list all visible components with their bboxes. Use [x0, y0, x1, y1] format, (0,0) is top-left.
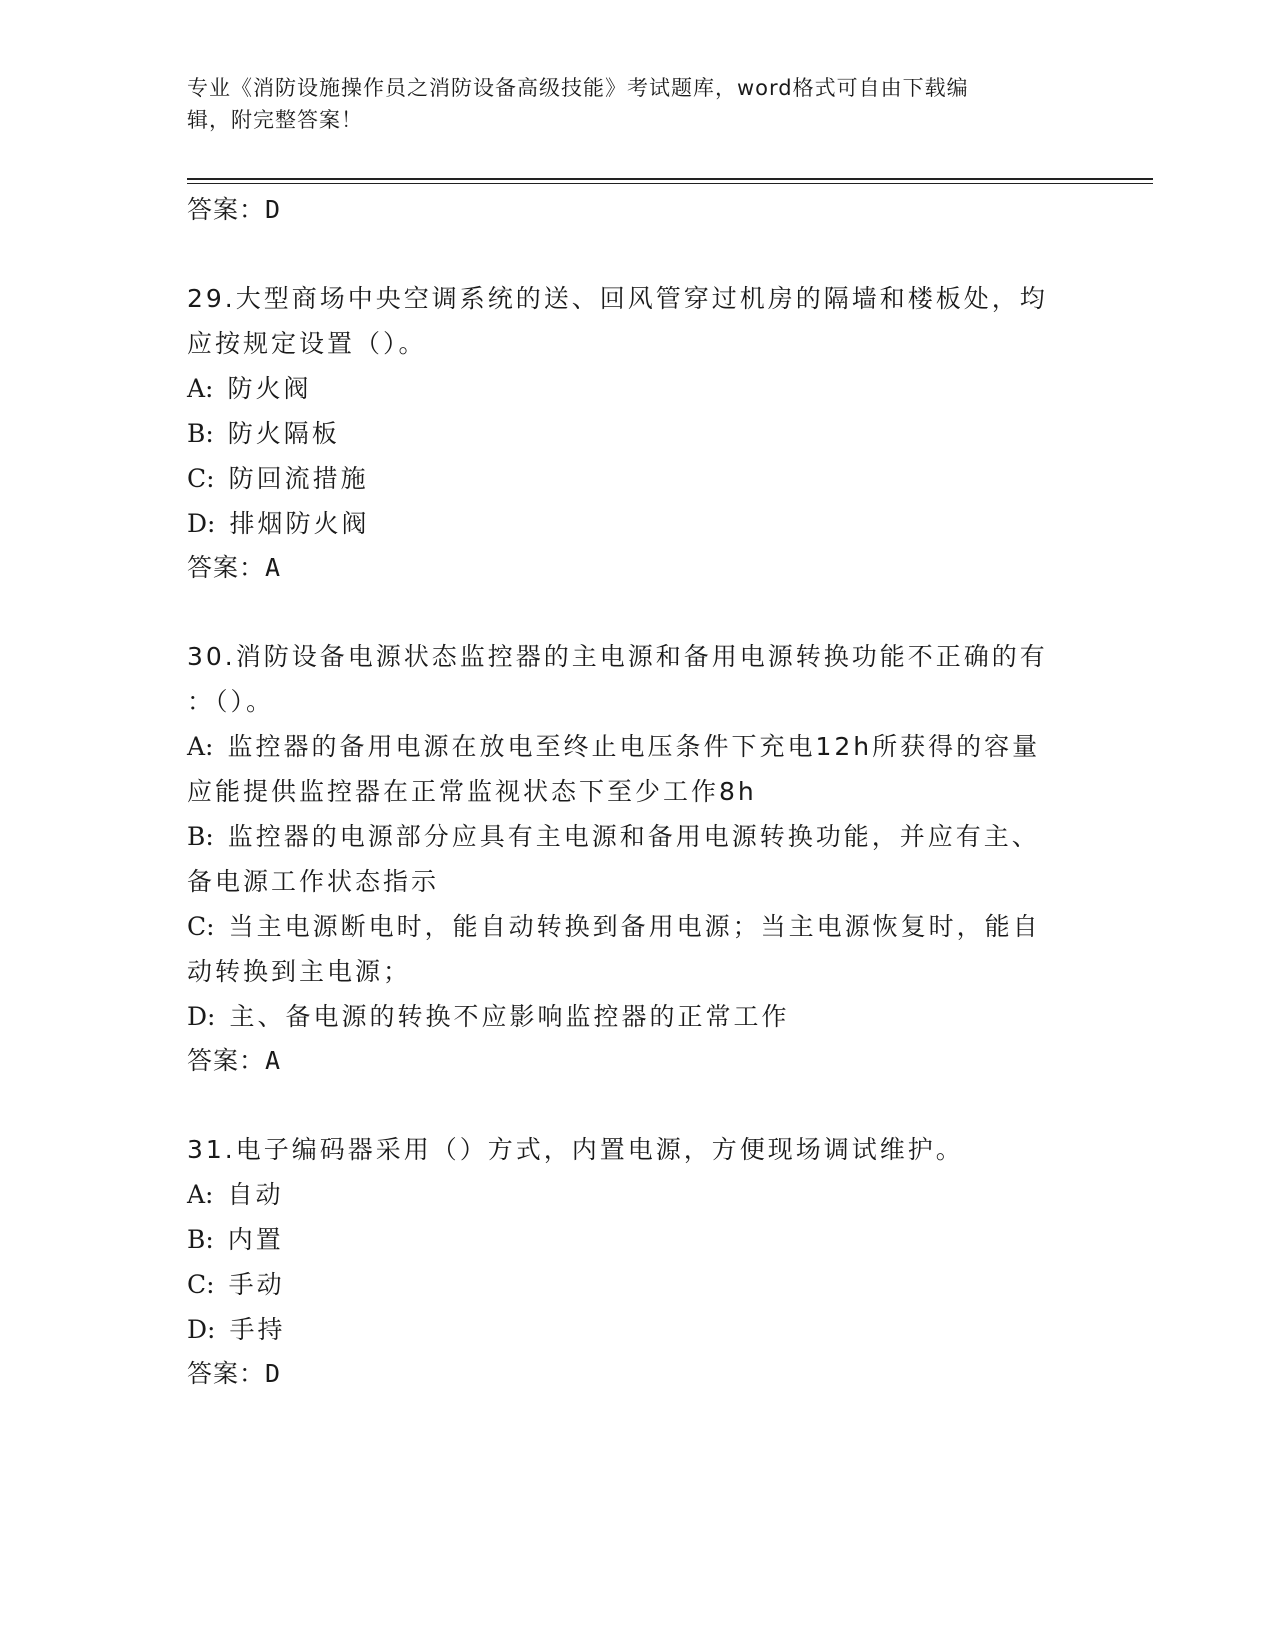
- option-b: [187, 411, 1077, 456]
- answer-label: 答案：: [187, 1359, 266, 1388]
- question-answer: [187, 1352, 1077, 1396]
- option-d: [187, 994, 1077, 1039]
- header-line-1: 专业《消防设施操作员之消防设备高级技能》考试题库，word格式可自由下载编: [187, 76, 969, 100]
- option-text: 手动: [228, 1270, 285, 1299]
- option-key: B:: [187, 1225, 214, 1254]
- option-d: [187, 1307, 1077, 1352]
- option-text: 当主电源断电时，能自动转换到备用电源；当主电源恢复时，能自: [228, 912, 1041, 941]
- option-key: D:: [187, 1315, 216, 1344]
- option-text: 主、备电源的转换不应影响监控器的正常工作: [229, 1002, 790, 1031]
- header-line-2: 辑，附完整答案！: [187, 108, 363, 132]
- option-text: 监控器的备用电源在放电至终止电压条件下充电12h所获得的容量: [227, 732, 1041, 761]
- question-answer: [187, 546, 1077, 590]
- answer-label: 答案：: [187, 195, 266, 224]
- option-key: C:: [187, 912, 215, 941]
- option-key: A:: [187, 1180, 214, 1209]
- option-key: B:: [187, 419, 214, 448]
- option-key: B:: [187, 822, 214, 851]
- previous-answer: [187, 188, 1077, 232]
- option-c: [187, 904, 1077, 949]
- option-key: C:: [187, 1270, 215, 1299]
- option-text: 自动: [227, 1180, 284, 1209]
- option-key: A:: [187, 732, 214, 761]
- option-text: 排烟防火阀: [229, 509, 370, 538]
- option-text: 内置: [227, 1225, 284, 1254]
- option-b-continued: 备电源工作状态指示: [187, 867, 440, 896]
- option-a: [187, 724, 1077, 769]
- question-29: [187, 276, 1077, 590]
- header-divider-thin: [187, 183, 1153, 184]
- option-d: [187, 501, 1077, 546]
- option-key: C:: [187, 464, 215, 493]
- option-text: 监控器的电源部分应具有主电源和备用电源转换功能，并应有主、: [227, 822, 1040, 851]
- question-stem-line: ：（）。: [187, 687, 275, 716]
- option-c: [187, 456, 1077, 501]
- answer-value: D: [265, 195, 282, 224]
- option-text: 手持: [229, 1315, 286, 1344]
- answer-value: D: [265, 1359, 282, 1388]
- answer-label: 答案：: [187, 553, 266, 582]
- option-a-continued: 应能提供监控器在正常监视状态下至少工作8h: [187, 777, 757, 806]
- answer-value: A: [265, 553, 282, 582]
- option-a: [187, 366, 1077, 411]
- answer-label: 答案：: [187, 1046, 266, 1075]
- option-key: D:: [187, 509, 216, 538]
- option-key: D:: [187, 1002, 216, 1031]
- option-c: [187, 1262, 1077, 1307]
- option-text: 防火隔板: [227, 419, 340, 448]
- question-stem-line: 30.消防设备电源状态监控器的主电源和备用电源转换功能不正确的有: [187, 642, 1048, 671]
- option-a: [187, 1172, 1077, 1217]
- option-b: [187, 814, 1077, 859]
- option-text: 防回流措施: [228, 464, 369, 493]
- question-31: [187, 1127, 1077, 1396]
- question-stem-line: 31.电子编码器采用（）方式，内置电源，方便现场调试维护。: [187, 1135, 964, 1164]
- question-stem-line: 29.大型商场中央空调系统的送、回风管穿过机房的隔墙和楼板处，均: [187, 284, 1048, 313]
- option-b: [187, 1217, 1077, 1262]
- question-30: [187, 634, 1077, 1083]
- header-divider-thick: [187, 178, 1153, 180]
- question-answer: [187, 1039, 1077, 1083]
- option-c-continued: 动转换到主电源；: [187, 957, 412, 986]
- question-stem-line: 应按规定设置（）。: [187, 329, 427, 358]
- option-key: A:: [187, 374, 214, 403]
- answer-value: A: [265, 1046, 282, 1075]
- question-content: [187, 188, 1077, 1396]
- option-text: 防火阀: [227, 374, 312, 403]
- page-header: [187, 72, 1067, 136]
